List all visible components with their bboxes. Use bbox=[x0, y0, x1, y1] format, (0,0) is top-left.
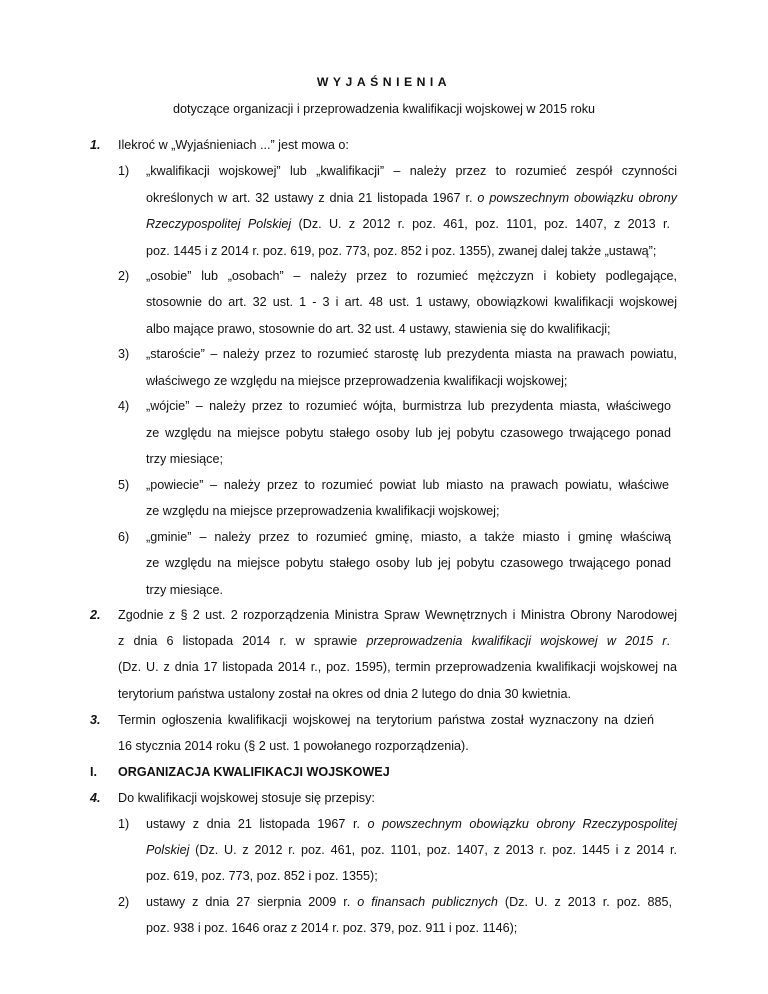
list-item-number: 4) bbox=[118, 399, 130, 413]
list-item-number: 1) bbox=[118, 164, 130, 178]
list-item-text: Polskiej (Dz. U. z 2012 r. poz. 461, poz. 1101, poz. 1407, z 2013 r. poz. 1445 i z 2014 r. bbox=[146, 843, 677, 857]
list-item-text: poz. 619, poz. 773, poz. 852 i poz. 1355); bbox=[146, 869, 378, 883]
paragraph-text: (Dz. U. z dnia 17 listopada 2014 r., poz. 1595), termin przeprowadzenia kwalifikacji wojskowej na bbox=[118, 660, 677, 674]
list-item-text: poz. 938 i poz. 1646 oraz z 2014 r. poz. 379, poz. 911 i poz. 1146); bbox=[146, 921, 518, 935]
list-item-text: ze względu na miejsce pobytu stałego osoby lub jej pobytu czasowego trwającego ponad bbox=[146, 556, 671, 570]
list-item-text: „kwalifikacji wojskowej” lub „kwalifikacji” – należy przez to rozumieć zespół czynności bbox=[146, 164, 677, 178]
section-heading: ORGANIZACJA KWALIFIKACJI WOJSKOWEJ bbox=[118, 765, 390, 779]
list-item-number: 2) bbox=[118, 895, 130, 909]
paragraph-number: 4. bbox=[90, 791, 101, 805]
list-item-text: „wójcie” – należy przez to rozumieć wójta, burmistrza lub prezydenta miasta, właściwego bbox=[146, 399, 671, 413]
list-item-text: stosownie do art. 32 ust. 1 - 3 i art. 48 ust. 1 ustawy, obowiązkowi kwalifikacji wojskowej bbox=[146, 295, 677, 309]
list-item-text: trzy miesiące; bbox=[146, 452, 223, 466]
list-item-number: 1) bbox=[118, 817, 130, 831]
list-item-text: „osobie” lub „osobach” – należy przez to rozumieć mężczyzn i kobiety podlegające, bbox=[146, 269, 677, 283]
page-subtitle: dotyczące organizacji i przeprowadzenia kwalifikacji wojskowej w 2015 roku bbox=[172, 102, 596, 116]
list-item-number: 5) bbox=[118, 478, 130, 492]
section-number: I. bbox=[90, 765, 97, 779]
paragraph-text: Termin ogłoszenia kwalifikacji wojskowej na terytorium państwa został wyznaczony na dzień bbox=[118, 713, 654, 727]
paragraph-number: 1. bbox=[90, 138, 101, 152]
list-item-text: ze względu na miejsce pobytu stałego osoby lub jej pobytu czasowego trwającego ponad bbox=[146, 426, 671, 440]
list-item-text: „powiecie” – należy przez to rozumieć powiat lub miasto na prawach powiatu, właściwe bbox=[146, 478, 669, 492]
list-item-number: 3) bbox=[118, 347, 130, 361]
list-item-text: Rzeczypospolitej Polskiej (Dz. U. z 2012 r. poz. 461, poz. 1101, poz. 1407, z 2013 r. bbox=[146, 217, 670, 231]
list-item-text: trzy miesiące. bbox=[146, 583, 223, 597]
paragraph-text: 16 stycznia 2014 roku (§ 2 ust. 1 powołanego rozporządzenia). bbox=[118, 739, 469, 753]
list-item-text: właściwego ze względu na miejsce przeprowadzenia kwalifikacji wojskowej; bbox=[146, 374, 568, 388]
paragraph-text: Zgodnie z § 2 ust. 2 rozporządzenia Ministra Spraw Wewnętrznych i Ministra Obrony Narodowej bbox=[118, 608, 677, 622]
list-item-text: „gminie” – należy przez to rozumieć gminę, miasto, a także miasto i gminę właściwą bbox=[146, 530, 671, 544]
list-item-text: „starościе” – należy przez to rozumieć starostę lub prezydenta miasta na prawach powiatu, bbox=[146, 347, 677, 361]
paragraph-intro: Ilekroć w „Wyjaśnieniach ...” jest mowa o: bbox=[118, 138, 349, 152]
paragraph-number: 3. bbox=[90, 713, 101, 727]
paragraph-text: z dnia 6 listopada 2014 r. w sprawie przeprowadzenia kwalifikacji wojskowej w 2015 r. bbox=[118, 634, 670, 648]
list-item-text: poz. 1445 i z 2014 r. poz. 619, poz. 773, poz. 852 i poz. 1355), zwanej dalej także „ustawą”; bbox=[146, 244, 657, 258]
page-title: WYJAŚNIENIA bbox=[316, 75, 452, 89]
list-item-text: ustawy z dnia 27 sierpnia 2009 r. o finansach publicznych (Dz. U. z 2013 r. poz. 885, bbox=[146, 895, 673, 909]
list-item-text: albo mające prawo, stosownie do art. 32 ust. 4 ustawy, stawienia się do kwalifikacji; bbox=[146, 322, 611, 336]
list-item-number: 6) bbox=[118, 530, 130, 544]
paragraph-intro: Do kwalifikacji wojskowej stosuje się przepisy: bbox=[118, 791, 375, 805]
paragraph-text: terytorium państwa ustalony został na okres od dnia 2 lutego do dnia 30 kwietnia. bbox=[118, 687, 571, 701]
list-item-text: określonych w art. 32 ustawy z dnia 21 listopada 1967 r. o powszechnym obowiązku obrony bbox=[146, 191, 677, 205]
paragraph-number: 2. bbox=[90, 608, 101, 622]
list-item-number: 2) bbox=[118, 269, 130, 283]
list-item-text: ze względu na miejsce przeprowadzenia kwalifikacji wojskowej; bbox=[146, 504, 500, 518]
list-item-text: ustawy z dnia 21 listopada 1967 r. o powszechnym obowiązku obrony Rzeczypospolitej bbox=[146, 817, 677, 831]
